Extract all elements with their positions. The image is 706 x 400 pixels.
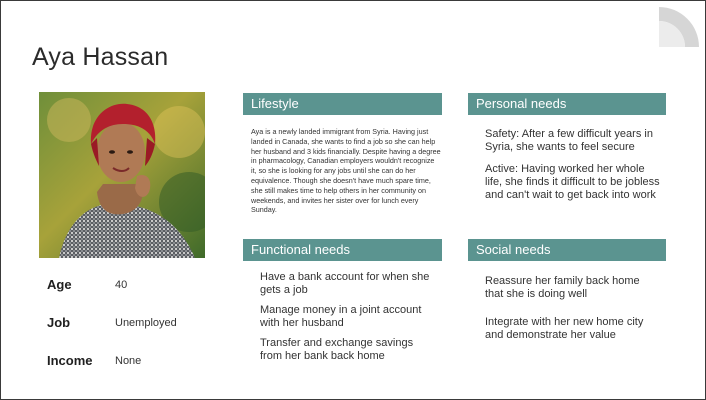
corner-arc-decoration <box>659 7 699 47</box>
lifestyle-body: Aya is a newly landed immigrant from Syria. Having just landed in Canada, she wants to find a job so she can help her husband and 3 kids financially. Despite having a degree in pharmacology, Canadian employers wouldn't recognize it, so she is looking for any jobs until she can do her equivalence. Though she doesn't have much spare time, she still makes time to help others in her community on weekends, and invites her sister over for lunch every Sunday. <box>251 127 441 215</box>
age-value: 40 <box>115 279 128 291</box>
functional-need-item: Transfer and exchange savings from her bank back home <box>260 337 414 362</box>
age-label: Age <box>47 277 72 292</box>
functional-need-item: Have a bank account for when she gets a job <box>260 271 430 296</box>
lifestyle-header: Lifestyle <box>243 93 442 115</box>
persona-photo <box>39 92 205 258</box>
functional-needs-header: Functional needs <box>243 239 442 261</box>
income-value: None <box>115 355 142 367</box>
personal-need-item: Safety: After a few difficult years in Syria, she wants to feel secure <box>485 128 653 153</box>
job-value: Unemployed <box>115 317 177 329</box>
personal-need-item: Active: Having worked her whole life, she finds it difficult to be jobless and can't wait to get back into work <box>485 163 660 201</box>
persona-name: Aya Hassan <box>32 43 169 71</box>
personal-needs-header: Personal needs <box>468 93 666 115</box>
job-label: Job <box>47 315 71 330</box>
social-need-item: Reassure her family back home that she is doing well <box>485 275 640 300</box>
social-needs-header: Social needs <box>468 239 666 261</box>
social-need-item: Integrate with her new home city and demonstrate her value <box>485 316 644 341</box>
functional-need-item: Manage money in a joint account with her husband <box>260 304 422 329</box>
income-label: Income <box>47 353 93 368</box>
